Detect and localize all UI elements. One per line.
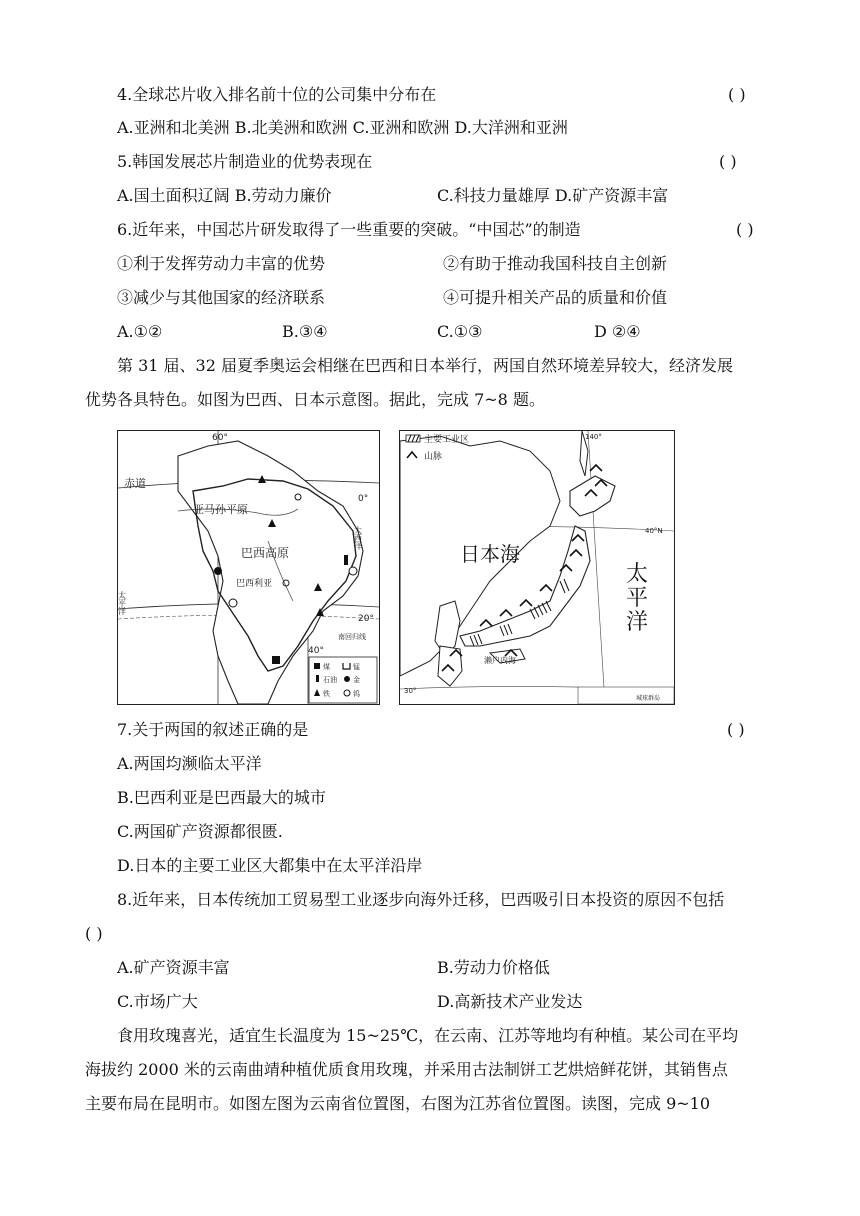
q6-answer-paren[interactable]: ( ) (736, 220, 754, 239)
legend-tungsten-label: 钨 (353, 690, 360, 698)
coal-symbol-1 (272, 656, 280, 664)
q6-item-2: ②有助于推动我国科技自主创新 (443, 254, 668, 273)
q5-options-cd: C.科技力量雄厚 D.矿产资源丰富 (437, 186, 669, 205)
brazil-tropic-label: 南回归线 (338, 633, 366, 641)
passage2-line2: 海拔约 2000 米的云南曲靖种植优质食用玫瑰，并采用古法制饼工艺烘焙鲜花饼，其销售点 (85, 1060, 728, 1079)
q8-option-b: B.劳动力价格低 (437, 958, 550, 977)
q6-stem: 6.近年来，中国芯片研发取得了一些重要的突破。“中国芯”的制造 (117, 220, 581, 239)
passage1-line1: 第 31 届、32 届夏季奥运会相继在巴西和日本举行，两国自然环境差异较大，经济发展 (117, 356, 733, 375)
inland-sea-label: 濑户内海 (484, 656, 516, 665)
q8-answer-paren[interactable]: ( ) (85, 924, 103, 943)
q8-option-d: D.高新技术产业发达 (437, 992, 583, 1011)
q6-option-a: A.①② (117, 322, 163, 341)
q5-stem: 5.韩国发展芯片制造业的优势表现在 (117, 152, 373, 171)
q7-option-b: B.巴西利亚是巴西最大的城市 (117, 788, 326, 807)
brazil-pacific-label: 太平洋 (118, 591, 127, 615)
japan-map-source: 城球群岛 (636, 695, 661, 702)
brazil-lat0-label: 0° (358, 494, 369, 504)
oil-symbol-1 (344, 555, 348, 565)
q5-options-ab: A.国土面积辽阔 B.劳动力廉价 (117, 186, 332, 205)
tungsten-symbol-2 (229, 599, 237, 607)
q6-option-b: B.③④ (282, 322, 328, 341)
q4-options: A.亚洲和北美洲 B.北美洲和欧洲 C.亚洲和欧洲 D.大洋洲和亚洲 (117, 118, 568, 137)
lon140-label: 140° (585, 433, 602, 441)
q6-item-4: ④可提升相关产品的质量和价值 (443, 288, 668, 307)
q6-option-c: C.①③ (437, 322, 483, 341)
brazil-atlantic-label: 大西洋 (353, 526, 363, 550)
brazil-equator-label: 赤道 (124, 477, 146, 490)
legend-industry-label: 主要工业区 (424, 435, 470, 445)
q5-answer-paren[interactable]: ( ) (719, 152, 737, 171)
q8-option-c: C.市场广大 (117, 992, 198, 1011)
lat40-label: 40°N (645, 527, 663, 535)
brazil-highland-label: 巴西高原 (241, 546, 290, 560)
japan-map (399, 430, 675, 705)
japan-sea-label: 日本海 (460, 542, 520, 566)
gold-symbol-1 (214, 567, 222, 575)
legend-manganese-label: 锰 (353, 663, 360, 671)
pacific-char-1: 太 (626, 562, 649, 587)
q8-option-a: A.矿产资源丰富 (117, 958, 230, 977)
pacific-char-3: 洋 (626, 610, 649, 635)
passage2-line3: 主要布局在昆明市。如图左图为云南省位置图，右图为江苏省位置图。读图，完成 9~10 (85, 1094, 711, 1113)
q7-option-c: C.两国矿产资源都很匮. (117, 822, 283, 841)
brazil-capital-label: 巴西利亚 (236, 579, 273, 589)
brazil-lat20-label: 20° (358, 614, 374, 624)
brazil-lon60-label: 60° (212, 433, 228, 443)
q7-option-a: A.两国均濒临太平洋 (117, 754, 262, 773)
lat30-label: 30° (404, 687, 417, 695)
svg-text:60° (212, 433, 228, 443)
q6-item-1: ①利于发挥劳动力丰富的优势 (117, 254, 326, 273)
legend-gold-label: 金 (353, 676, 360, 684)
legend-coal-label: 煤 (323, 663, 330, 671)
brazil-amazon-label: 亚马孙平原 (193, 503, 248, 516)
q7-answer-paren[interactable]: ( ) (727, 720, 745, 739)
pacific-char-2: 平 (626, 586, 649, 611)
legend-mountain-label: 山脉 (424, 452, 443, 462)
q7-stem: 7.关于两国的叙述正确的是 (117, 720, 309, 739)
q7-option-d: D.日本的主要工业区大都集中在太平洋沿岸 (117, 856, 423, 875)
legend-iron-label: 铁 (323, 690, 330, 698)
q6-item-3: ③减少与其他国家的经济联系 (117, 288, 326, 307)
tungsten-symbol-1 (295, 494, 301, 500)
gold-symbol-2 (349, 567, 357, 575)
passage1-line2: 优势各具特色。如图为巴西、日本示意图。据此，完成 7~8 题。 (85, 390, 545, 409)
q4-answer-paren[interactable]: ( ) (728, 85, 746, 104)
q8-stem: 8.近年来，日本传统加工贸易型工业逐步向海外迁移，巴西吸引日本投资的原因不包括 (117, 890, 725, 909)
q6-option-d: D ②④ (594, 322, 641, 341)
brazil-map (117, 430, 380, 705)
legend-oil-label: 石油 (323, 676, 337, 684)
q4-stem: 4.全球芯片收入排名前十位的公司集中分布在 (117, 85, 437, 104)
brazil-lon40-label: 40° (308, 646, 324, 656)
passage2-line1: 食用玫瑰喜光，适宜生长温度为 15~25℃，在云南、江苏等地均有种植。某公司在平均 (117, 1026, 739, 1045)
